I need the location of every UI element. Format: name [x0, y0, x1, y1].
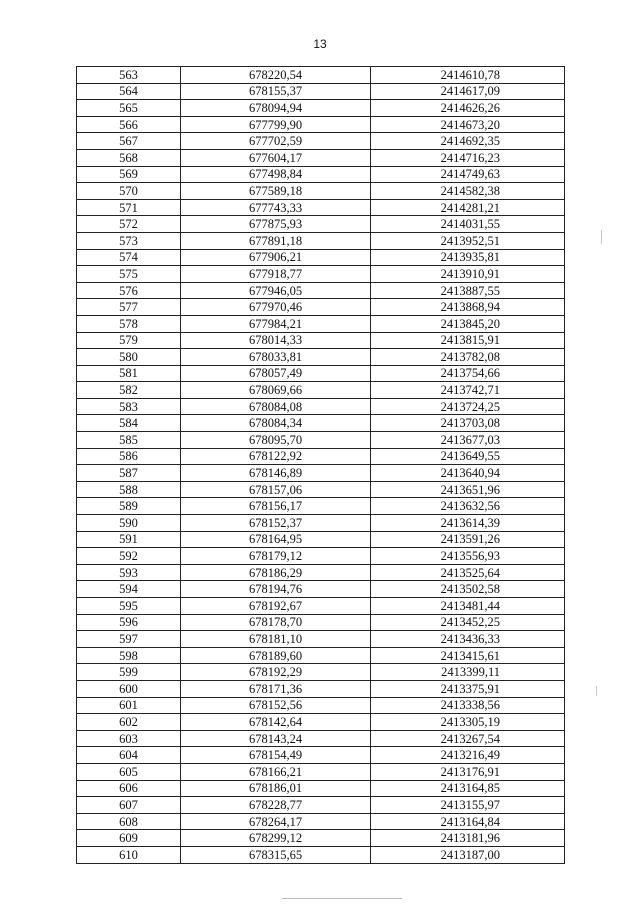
point-number-cell: 602: [77, 714, 181, 731]
point-number-cell: 593: [77, 564, 181, 581]
y-coordinate-cell: 2413935,81: [371, 249, 565, 266]
point-number-cell: 608: [77, 813, 181, 830]
x-coordinate-cell: 677946,05: [181, 282, 371, 299]
x-coordinate-cell: 677604,17: [181, 149, 371, 166]
point-number-cell: 567: [77, 133, 181, 150]
x-coordinate-cell: 678164,95: [181, 531, 371, 548]
table-row: [77, 365, 565, 382]
x-coordinate-cell: 678179,12: [181, 548, 371, 565]
x-coordinate-cell: 678171,36: [181, 680, 371, 697]
y-coordinate-cell: 2413952,51: [371, 232, 565, 249]
point-number-cell: 568: [77, 149, 181, 166]
y-coordinate-cell: 2413556,93: [371, 548, 565, 565]
y-coordinate-cell: 2413181,96: [371, 830, 565, 847]
y-coordinate-cell: 2413591,26: [371, 531, 565, 548]
y-coordinate-cell: 2413649,55: [371, 448, 565, 465]
point-number-cell: 573: [77, 232, 181, 249]
point-number-cell: 576: [77, 282, 181, 299]
y-coordinate-cell: 2413375,91: [371, 680, 565, 697]
table-row: [77, 133, 565, 150]
point-number-cell: 571: [77, 199, 181, 216]
y-coordinate-cell: 2413651,96: [371, 481, 565, 498]
y-coordinate-cell: 2413481,44: [371, 598, 565, 615]
point-number-cell: 605: [77, 763, 181, 780]
y-coordinate-cell: 2413703,08: [371, 415, 565, 432]
y-coordinate-cell: 2413887,55: [371, 282, 565, 299]
scan-mark: [601, 230, 602, 244]
y-coordinate-cell: 2414626,26: [371, 100, 565, 117]
point-number-cell: 586: [77, 448, 181, 465]
table-row: [77, 664, 565, 681]
x-coordinate-cell: 678014,33: [181, 332, 371, 349]
y-coordinate-cell: 2414031,55: [371, 216, 565, 233]
x-coordinate-cell: 678146,89: [181, 465, 371, 482]
y-coordinate-cell: 2413176,91: [371, 763, 565, 780]
point-number-cell: 583: [77, 398, 181, 415]
table-row: [77, 249, 565, 266]
table-row: [77, 448, 565, 465]
x-coordinate-cell: 678143,24: [181, 730, 371, 747]
x-coordinate-cell: 678154,49: [181, 747, 371, 764]
x-coordinate-cell: 678192,67: [181, 598, 371, 615]
table-row: [77, 548, 565, 565]
y-coordinate-cell: 2413754,66: [371, 365, 565, 382]
table-row: [77, 382, 565, 399]
point-number-cell: 580: [77, 349, 181, 366]
y-coordinate-cell: 2413724,25: [371, 398, 565, 415]
point-number-cell: 594: [77, 581, 181, 598]
x-coordinate-cell: 677589,18: [181, 183, 371, 200]
table-row: [77, 282, 565, 299]
table-row: [77, 83, 565, 100]
point-number-cell: 601: [77, 697, 181, 714]
point-number-cell: 595: [77, 598, 181, 615]
y-coordinate-cell: 2413267,54: [371, 730, 565, 747]
x-coordinate-cell: 678166,21: [181, 763, 371, 780]
table-row: [77, 432, 565, 449]
y-coordinate-cell: 2413632,56: [371, 498, 565, 515]
y-coordinate-cell: 2413155,97: [371, 797, 565, 814]
point-number-cell: 591: [77, 531, 181, 548]
point-number-cell: 610: [77, 846, 181, 863]
table-row: [77, 846, 565, 863]
x-coordinate-cell: 677799,90: [181, 116, 371, 133]
y-coordinate-cell: 2413677,03: [371, 432, 565, 449]
x-coordinate-cell: 678142,64: [181, 714, 371, 731]
x-coordinate-cell: 678069,66: [181, 382, 371, 399]
table-row: [77, 614, 565, 631]
scan-mark: [596, 686, 597, 696]
table-row: [77, 564, 565, 581]
x-coordinate-cell: 677918,77: [181, 266, 371, 283]
y-coordinate-cell: 2413782,08: [371, 349, 565, 366]
x-coordinate-cell: 677906,21: [181, 249, 371, 266]
x-coordinate-cell: 678186,01: [181, 780, 371, 797]
y-coordinate-cell: 2414281,21: [371, 199, 565, 216]
point-number-cell: 575: [77, 266, 181, 283]
y-coordinate-cell: 2413452,25: [371, 614, 565, 631]
table-row: [77, 199, 565, 216]
table-row: [77, 332, 565, 349]
point-number-cell: 578: [77, 315, 181, 332]
x-coordinate-cell: 677984,21: [181, 315, 371, 332]
table-row: [77, 680, 565, 697]
table-row: [77, 166, 565, 183]
table-row: [77, 581, 565, 598]
coordinates-table-body: [77, 67, 565, 864]
table-row: [77, 498, 565, 515]
table-row: [77, 349, 565, 366]
point-number-cell: 566: [77, 116, 181, 133]
y-coordinate-cell: 2413614,39: [371, 515, 565, 532]
x-coordinate-cell: 678084,08: [181, 398, 371, 415]
table-row: [77, 100, 565, 117]
x-coordinate-cell: 678156,17: [181, 498, 371, 515]
x-coordinate-cell: 677970,46: [181, 299, 371, 316]
y-coordinate-cell: 2414716,23: [371, 149, 565, 166]
table-row: [77, 697, 565, 714]
x-coordinate-cell: 678181,10: [181, 631, 371, 648]
point-number-cell: 563: [77, 67, 181, 84]
x-coordinate-cell: 678315,65: [181, 846, 371, 863]
table-row: [77, 598, 565, 615]
point-number-cell: 589: [77, 498, 181, 515]
y-coordinate-cell: 2413216,49: [371, 747, 565, 764]
point-number-cell: 565: [77, 100, 181, 117]
y-coordinate-cell: 2414582,38: [371, 183, 565, 200]
x-coordinate-cell: 677498,84: [181, 166, 371, 183]
table-row: [77, 266, 565, 283]
y-coordinate-cell: 2414673,20: [371, 116, 565, 133]
coordinates-table: [76, 66, 565, 864]
y-coordinate-cell: 2414749,63: [371, 166, 565, 183]
table-row: [77, 813, 565, 830]
y-coordinate-cell: 2413640,94: [371, 465, 565, 482]
x-coordinate-cell: 678033,81: [181, 349, 371, 366]
x-coordinate-cell: 677743,33: [181, 199, 371, 216]
x-coordinate-cell: 678152,56: [181, 697, 371, 714]
point-number-cell: 597: [77, 631, 181, 648]
y-coordinate-cell: 2413187,00: [371, 846, 565, 863]
table-row: [77, 631, 565, 648]
table-row: [77, 515, 565, 532]
x-coordinate-cell: 678299,12: [181, 830, 371, 847]
point-number-cell: 584: [77, 415, 181, 432]
x-coordinate-cell: 678057,49: [181, 365, 371, 382]
point-number-cell: 609: [77, 830, 181, 847]
table-row: [77, 415, 565, 432]
x-coordinate-cell: 678194,76: [181, 581, 371, 598]
point-number-cell: 572: [77, 216, 181, 233]
point-number-cell: 569: [77, 166, 181, 183]
point-number-cell: 603: [77, 730, 181, 747]
x-coordinate-cell: 678220,54: [181, 67, 371, 84]
point-number-cell: 596: [77, 614, 181, 631]
table-row: [77, 398, 565, 415]
y-coordinate-cell: 2413742,71: [371, 382, 565, 399]
y-coordinate-cell: 2413815,91: [371, 332, 565, 349]
table-row: [77, 116, 565, 133]
table-row: [77, 216, 565, 233]
point-number-cell: 585: [77, 432, 181, 449]
table-row: [77, 531, 565, 548]
table-row: [77, 780, 565, 797]
point-number-cell: 574: [77, 249, 181, 266]
table-row: [77, 315, 565, 332]
table-row: [77, 763, 565, 780]
point-number-cell: 587: [77, 465, 181, 482]
table-row: [77, 647, 565, 664]
x-coordinate-cell: 678178,70: [181, 614, 371, 631]
y-coordinate-cell: 2414617,09: [371, 83, 565, 100]
y-coordinate-cell: 2413415,61: [371, 647, 565, 664]
x-coordinate-cell: 678192,29: [181, 664, 371, 681]
table-row: [77, 797, 565, 814]
table-row: [77, 183, 565, 200]
point-number-cell: 581: [77, 365, 181, 382]
y-coordinate-cell: 2413305,19: [371, 714, 565, 731]
x-coordinate-cell: 678155,37: [181, 83, 371, 100]
point-number-cell: 588: [77, 481, 181, 498]
table-row: [77, 481, 565, 498]
x-coordinate-cell: 677702,59: [181, 133, 371, 150]
point-number-cell: 577: [77, 299, 181, 316]
table-row: [77, 830, 565, 847]
point-number-cell: 598: [77, 647, 181, 664]
point-number-cell: 590: [77, 515, 181, 532]
scan-edge-line: [282, 898, 402, 899]
point-number-cell: 606: [77, 780, 181, 797]
table-row: [77, 465, 565, 482]
x-coordinate-cell: 677891,18: [181, 232, 371, 249]
y-coordinate-cell: 2413164,85: [371, 780, 565, 797]
table-row: [77, 67, 565, 84]
table-row: [77, 149, 565, 166]
point-number-cell: 570: [77, 183, 181, 200]
y-coordinate-cell: 2413525,64: [371, 564, 565, 581]
x-coordinate-cell: 678094,94: [181, 100, 371, 117]
x-coordinate-cell: 678186,29: [181, 564, 371, 581]
x-coordinate-cell: 678095,70: [181, 432, 371, 449]
y-coordinate-cell: 2413910,91: [371, 266, 565, 283]
y-coordinate-cell: 2413399,11: [371, 664, 565, 681]
y-coordinate-cell: 2413436,33: [371, 631, 565, 648]
y-coordinate-cell: 2413338,56: [371, 697, 565, 714]
y-coordinate-cell: 2414610,78: [371, 67, 565, 84]
point-number-cell: 607: [77, 797, 181, 814]
table-row: [77, 730, 565, 747]
point-number-cell: 592: [77, 548, 181, 565]
x-coordinate-cell: 678152,37: [181, 515, 371, 532]
x-coordinate-cell: 678157,06: [181, 481, 371, 498]
table-row: [77, 747, 565, 764]
point-number-cell: 604: [77, 747, 181, 764]
table-row: [77, 232, 565, 249]
point-number-cell: 599: [77, 664, 181, 681]
x-coordinate-cell: 678189,60: [181, 647, 371, 664]
point-number-cell: 579: [77, 332, 181, 349]
point-number-cell: 564: [77, 83, 181, 100]
x-coordinate-cell: 678122,92: [181, 448, 371, 465]
x-coordinate-cell: 678084,34: [181, 415, 371, 432]
x-coordinate-cell: 677875,93: [181, 216, 371, 233]
y-coordinate-cell: 2413502,58: [371, 581, 565, 598]
y-coordinate-cell: 2414692,35: [371, 133, 565, 150]
y-coordinate-cell: 2413845,20: [371, 315, 565, 332]
y-coordinate-cell: 2413868,94: [371, 299, 565, 316]
table-row: [77, 714, 565, 731]
point-number-cell: 582: [77, 382, 181, 399]
table-row: [77, 299, 565, 316]
point-number-cell: 600: [77, 680, 181, 697]
y-coordinate-cell: 2413164,84: [371, 813, 565, 830]
x-coordinate-cell: 678228,77: [181, 797, 371, 814]
x-coordinate-cell: 678264,17: [181, 813, 371, 830]
page-number: 13: [313, 37, 327, 51]
